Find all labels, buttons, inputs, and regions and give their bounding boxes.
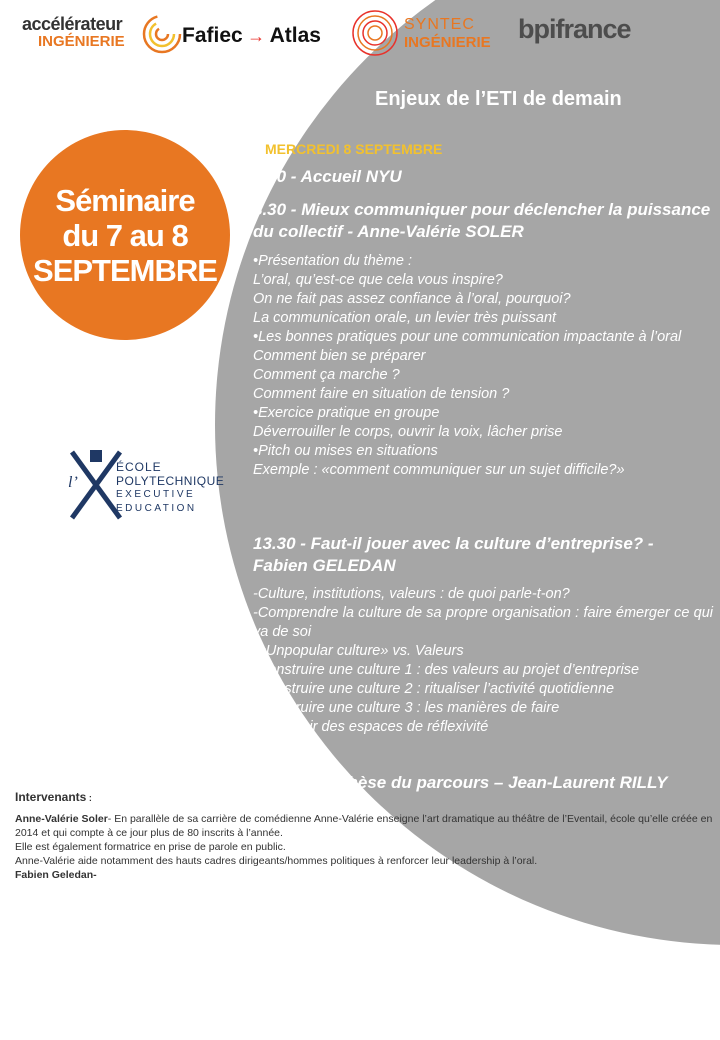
- list-item: Déverrouiller le corps, ouvrir la voix, lâcher prise: [253, 424, 563, 440]
- seminar-line3: SEPTEMBRE: [33, 252, 217, 288]
- venue-line1: New York University Paris: [89, 549, 226, 561]
- seminar-line2: du 7 au 8: [62, 217, 188, 253]
- schedule-item-1330-description: [253, 585, 713, 737]
- speaker-bio-line: Anne-Valérie aide notamment des hauts cadres dirigeants/hommes politiques à renforcer leur leadership à l’oral.: [15, 855, 538, 867]
- syntec-line2: INGÉNIERIE: [404, 34, 491, 51]
- page-title: Enjeux de l’ETI de demain: [375, 88, 622, 110]
- syntec-logo: [350, 8, 500, 58]
- schedule-item-1330: 13.30 - Faut-il jouer avec la culture d’entreprise? - Fabien GELEDAN: [253, 534, 654, 575]
- list-item: Comment ça marche ?: [253, 367, 400, 383]
- list-item: •Pitch ou mises en situations: [253, 443, 438, 459]
- list-item: -Maintenir des espaces de réflexivité: [253, 719, 489, 735]
- partner-line1: En partenariat: [84, 394, 206, 415]
- school-line1: ÉCOLE: [116, 460, 162, 474]
- schedule-item-0830-description: [253, 252, 713, 480]
- fafiec-text: Fafiec: [182, 24, 243, 47]
- speaker-name: Fabien Geledan-: [15, 869, 97, 881]
- venue-line4: 75005 Paris: [127, 600, 188, 612]
- list-item: La communication orale, un levier très puissant: [253, 310, 557, 326]
- school-line3: EXECUTIVE: [116, 489, 196, 500]
- list-item: •Les bonnes pratiques pour une communication impactante à l’oral: [253, 329, 682, 345]
- arrow-right-icon: →: [247, 26, 266, 46]
- bpifrance-logo: bpifrance: [518, 14, 631, 44]
- partner-line2: avec: [124, 419, 166, 440]
- syntec-circle-icon: [350, 8, 400, 58]
- list-item: Comment faire en situation de tension ?: [253, 386, 510, 402]
- speaker-bio-geledan: [15, 868, 715, 882]
- list-item: Comment bien se préparer: [253, 348, 426, 364]
- venue-info: [70, 530, 245, 615]
- logo-bar: [0, 0, 720, 80]
- accelerateur-logo-line2: INGÉNIERIE: [38, 33, 125, 50]
- syntec-line1: SYNTEC: [404, 16, 475, 33]
- list-item: •Exercice pratique en groupe: [253, 405, 440, 421]
- venue-label: Lieu :: [142, 532, 173, 544]
- seminar-line1: Séminaire: [55, 182, 195, 218]
- fafiec-atlas-logo: [182, 24, 342, 54]
- accelerateur-logo-line1: accélérateur: [22, 14, 123, 34]
- school-line4: EDUCATION: [116, 503, 197, 514]
- list-item: -Culture, institutions, valeurs : de quoi parle-t-on?: [253, 586, 570, 602]
- list-item: -Construire une culture 2 : ritualiser l’activité quotidienne: [253, 681, 615, 697]
- speakers-bios: [15, 812, 715, 882]
- speaker-name: Anne-Valérie Soler: [15, 813, 108, 825]
- list-item: •Présentation du thème :: [253, 253, 413, 269]
- seminar-circle: [20, 130, 230, 340]
- list-item: -Construire une culture 1 : des valeurs au projet d’entreprise: [253, 662, 640, 678]
- list-item: Exemple : «comment communiquer sur un sujet difficile?»: [253, 462, 625, 478]
- schedule-item-0830: 8.30 - Mieux communiquer pour déclencher la puissance du collectif - Anne-Valérie SOLER: [253, 200, 711, 241]
- lunch-note: [85, 637, 235, 665]
- accelerateur-logo: [22, 14, 182, 64]
- list-item: -«Unpopular culture» vs. Valeurs: [253, 643, 464, 659]
- speaker-bio-soler: Anne-Valérie Soler- En parallèle de sa carrière de comédienne Anne-Valérie enseigne l’art dramatique au théâtre de l’Eventail, école qu’elle créée en 2014 et qui compte à ce jour plus de 80 inscrits à l’année.: [15, 813, 713, 839]
- atlas-text: Atlas: [269, 24, 321, 47]
- lunch-line1: Le déjeuner est pris: [111, 638, 209, 650]
- venue-line3: Germain: [135, 583, 180, 595]
- list-item: L’oral, qu’est-ce que cela vous inspire?: [253, 272, 503, 288]
- lunch-line2: en commun sur place.: [105, 652, 215, 664]
- accelerateur-swirl-icon: [140, 12, 184, 56]
- speaker-bio-line: Elle est également formatrice en prise de parole en public.: [15, 841, 286, 853]
- partner-heading: [60, 392, 230, 442]
- list-item: On ne fait pas assez confiance à l’oral, pourquoi?: [253, 291, 571, 307]
- school-line2: POLYTECHNIQUE: [116, 474, 225, 488]
- list-item: -Construire une culture 3 : les manières de faire: [253, 700, 560, 716]
- schedule-day: MERCREDI 8 SEPTEMBRE: [265, 141, 443, 157]
- schedule-item-1630: 16.30 - Synthèse du parcours – Jean-Laurent RILLY: [253, 773, 668, 792]
- venue-line2: 57 Boulevard Saint-: [106, 566, 209, 578]
- ecole-polytechnique-logo: [66, 448, 236, 522]
- school-initial: l’: [68, 474, 78, 491]
- speakers-heading: Intervenants :: [15, 790, 92, 804]
- schedule-item-0800: 8.00 - Accueil NYU: [253, 167, 402, 186]
- list-item: -Comprendre la culture de sa propre organisation : faire émerger ce qui va de soi: [253, 605, 713, 640]
